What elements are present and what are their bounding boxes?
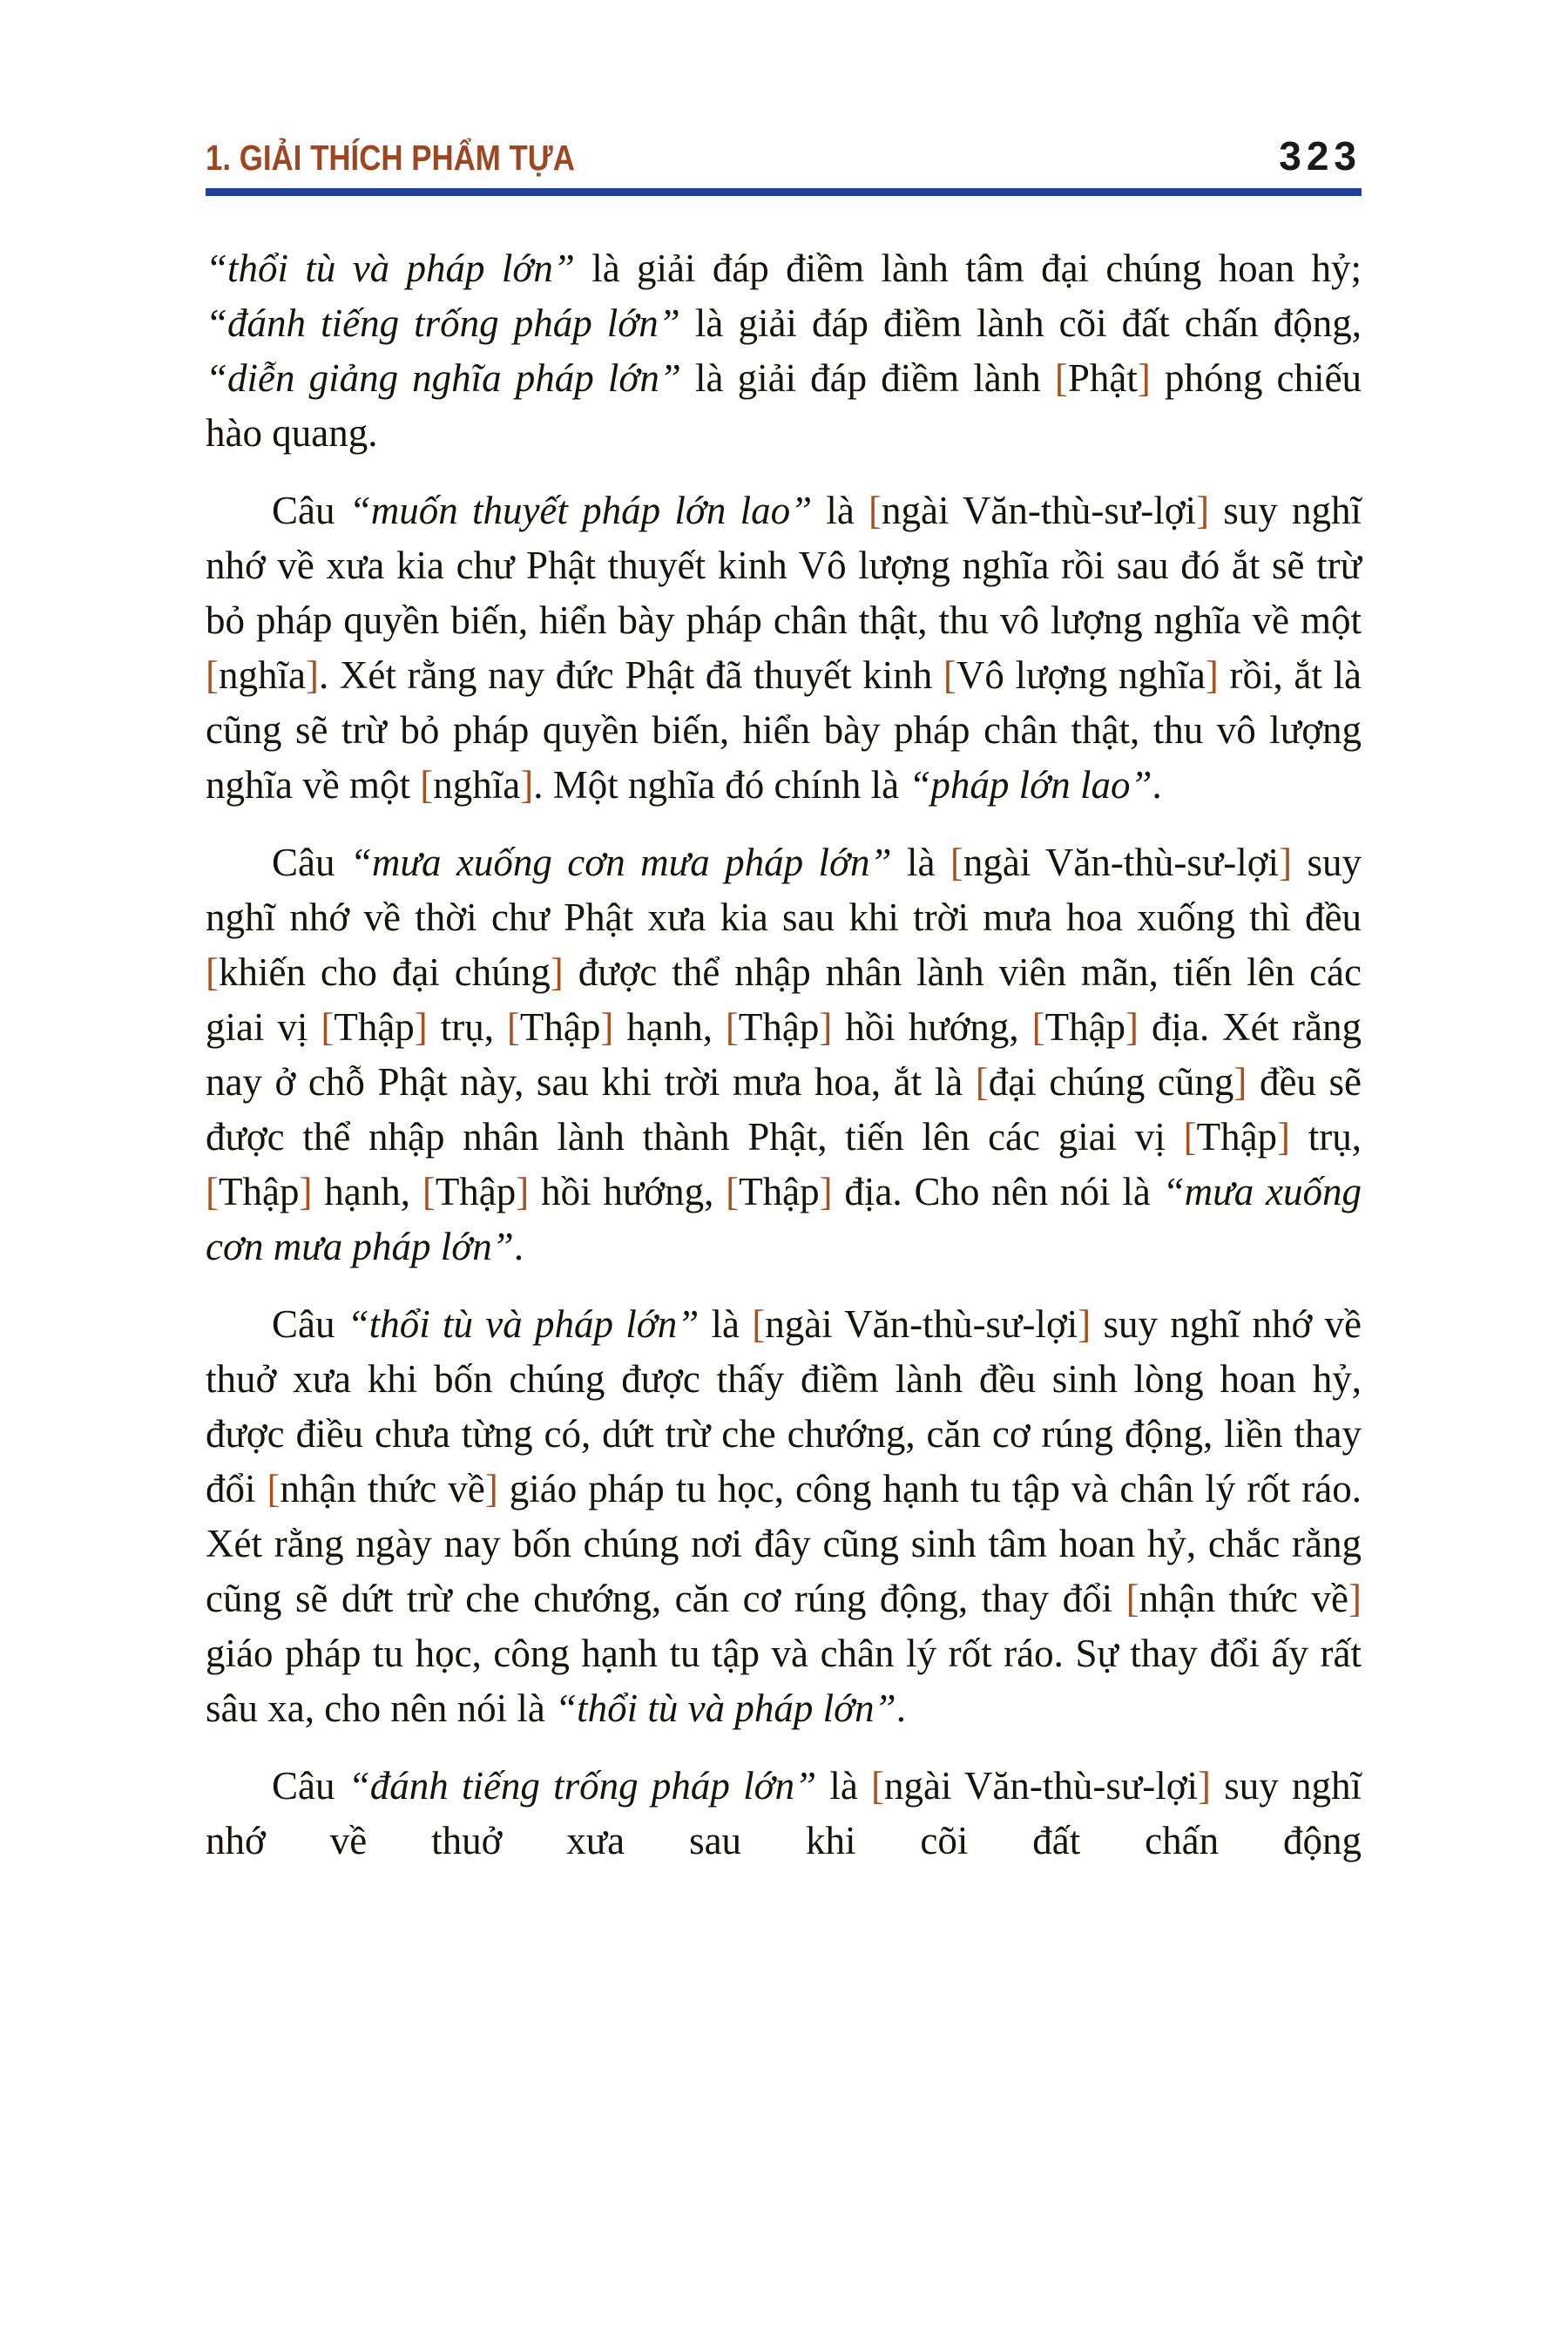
bracket-close: ] xyxy=(305,653,319,697)
text-run: là giải đáp điềm lành xyxy=(680,356,1055,400)
text-run: Câu xyxy=(272,489,349,532)
bracketed-gloss: [Thập] xyxy=(206,1170,313,1213)
bracketed-gloss: [Thập] xyxy=(506,1005,614,1049)
bracket-open: [ xyxy=(321,1005,335,1049)
text-run: Câu xyxy=(272,1302,348,1346)
page-content xyxy=(206,133,1362,1869)
bracket-open: [ xyxy=(725,1005,739,1049)
bracketed-gloss: [Thập] xyxy=(1031,1005,1139,1049)
text-run: được thể nhập nhân lành viên mãn, tiến lên các giai vị xyxy=(206,950,1362,1049)
bracket-open: [ xyxy=(1031,1005,1045,1049)
bracket-close: ] xyxy=(516,1170,530,1213)
text-run: . Một nghĩa đó chính là xyxy=(533,763,909,807)
bracketed-gloss: [khiến cho đại chúng] xyxy=(206,950,564,994)
text-run: giáo pháp tu học, công hạnh tu tập và chân lý rốt ráo. Sự thay đổi ấy rất sâu xa, cho nên nói là xyxy=(206,1632,1362,1730)
bracket-close: ] xyxy=(414,1005,428,1049)
bracket-close: ] xyxy=(1078,1302,1092,1346)
text-run: là giải đáp điềm lành cõi đất chấn động, xyxy=(679,301,1362,345)
text-run: suy nghĩ nhớ về thời chư Phật xưa kia sau khi trời mưa hoa xuống thì đều xyxy=(206,841,1362,939)
bracket-close: ] xyxy=(299,1170,313,1213)
bracketed-gloss: [ngài Văn-thù-sư-lợi] xyxy=(868,489,1210,532)
bracket-open: [ xyxy=(950,841,963,884)
bracketed-gloss: [Phật] xyxy=(1054,356,1151,400)
paragraph xyxy=(206,1297,1362,1736)
bracketed-gloss: [nhận thức về] xyxy=(267,1467,498,1511)
bracket-close: ] xyxy=(1137,356,1151,400)
italic-phrase: “đánh tiếng trống pháp lớn” xyxy=(206,301,680,345)
text-run: là xyxy=(891,841,950,884)
paragraph xyxy=(206,1759,1362,1869)
italic-phrase: “thổi tù và pháp lớn” xyxy=(206,247,575,290)
text-run: rồi, ắt là cũng sẽ trừ bỏ pháp quyền biến, hiển bày pháp chân thật, thu vô lượng nghĩa về một xyxy=(206,653,1362,807)
italic-phrase: “đánh tiếng trống pháp lớn” xyxy=(348,1764,817,1808)
bracketed-gloss: [ngài Văn-thù-sư-lợi] xyxy=(871,1764,1212,1808)
italic-phrase: “diễn giảng nghĩa pháp lớn” xyxy=(206,356,681,400)
bracketed-gloss: [Vô lượng nghĩa] xyxy=(943,653,1219,697)
bracket-open: [ xyxy=(1054,356,1068,400)
bracketed-gloss: [Thập] xyxy=(1183,1115,1291,1159)
bracketed-gloss: [nghĩa] xyxy=(420,763,534,807)
text-run: là xyxy=(816,1764,872,1808)
bracket-open: [ xyxy=(871,1764,885,1808)
italic-phrase: “thổi tù và pháp lớn” xyxy=(347,1302,700,1346)
text-run: là xyxy=(812,489,869,532)
bracket-open: [ xyxy=(420,763,434,807)
text-run: hồi hướng, xyxy=(529,1170,727,1213)
text-run: địa. Xét rằng nay ở chỗ Phật này, sau khi trời mưa hoa, ắt là xyxy=(206,1005,1362,1104)
bracket-open: [ xyxy=(1125,1577,1139,1620)
bracket-close: ] xyxy=(1348,1577,1362,1620)
bracket-open: [ xyxy=(868,489,882,532)
bracketed-gloss: [đại chúng cũng] xyxy=(975,1060,1247,1104)
bracketed-gloss: [ngài Văn-thù-sư-lợi] xyxy=(950,841,1293,884)
bracketed-gloss: [ngài Văn-thù-sư-lợi] xyxy=(752,1302,1092,1346)
text-run: . xyxy=(896,1686,906,1730)
bracket-close: ] xyxy=(1198,1764,1212,1808)
bracket-close: ] xyxy=(484,1467,498,1511)
paragraph xyxy=(206,835,1362,1274)
text-run: địa. Cho nên nói là xyxy=(832,1170,1163,1213)
text-run: trụ, xyxy=(427,1005,507,1049)
bracketed-gloss: [Thập] xyxy=(321,1005,428,1049)
bracket-close: ] xyxy=(1205,653,1219,697)
italic-phrase: “mưa xuống cơn mưa pháp lớn” xyxy=(349,841,892,884)
text-run: là giải đáp điềm lành tâm đại chúng hoan hỷ; xyxy=(574,247,1362,290)
bracket-open: [ xyxy=(206,950,219,994)
bracket-close: ] xyxy=(1196,489,1210,532)
bracket-open: [ xyxy=(975,1060,989,1104)
text-run: suy nghĩ nhớ về thuở xưa sau khi cõi đất chấn động xyxy=(206,1764,1362,1862)
bracketed-gloss: [Thập] xyxy=(726,1170,833,1213)
text-run: . xyxy=(1152,763,1162,807)
page-header xyxy=(206,133,1362,179)
bracket-close: ] xyxy=(819,1005,833,1049)
header-rule xyxy=(206,188,1362,196)
text-run: . Xét rằng nay đức Phật đã thuyết kinh xyxy=(318,653,943,697)
italic-phrase: “muốn thuyết pháp lớn lao” xyxy=(348,489,813,532)
text-run: suy nghĩ nhớ về xưa kia chư Phật thuyết kinh Vô lượng nghĩa rồi sau đó ắt sẽ trừ bỏ pháp quyền biến, hiển bày pháp chân thật, thu vô lượng nghĩa về một xyxy=(206,489,1362,642)
bracket-open: [ xyxy=(267,1467,280,1511)
text-run: đều sẽ được thể nhập nhân lành thành Phật, tiến lên các giai vị xyxy=(206,1060,1362,1159)
paragraph xyxy=(206,241,1362,461)
bracketed-gloss: [nhận thức về] xyxy=(1125,1577,1362,1620)
bracket-open: [ xyxy=(206,1170,219,1213)
text-run: . xyxy=(513,1225,524,1268)
text-run: hạnh, xyxy=(312,1170,422,1213)
italic-phrase: “pháp lớn lao” xyxy=(909,763,1152,807)
bracket-open: [ xyxy=(752,1302,766,1346)
text-run: Câu xyxy=(272,841,350,884)
bracket-close: ] xyxy=(819,1170,833,1213)
bracket-close: ] xyxy=(520,763,534,807)
italic-phrase: “mưa xuống cơn mưa pháp lớn” xyxy=(206,1170,1362,1268)
bracket-open: [ xyxy=(422,1170,436,1213)
text-block xyxy=(206,241,1362,1869)
text-run: giáo pháp tu học, công hạnh tu tập và chân lý rốt ráo. Xét rằng ngày nay bốn chúng nơi đây cũng sinh tâm hoan hỷ, chắc rằng cũng sẽ dứt trừ che chướng, căn cơ rúng động, thay đổi xyxy=(206,1467,1362,1620)
bracket-close: ] xyxy=(1233,1060,1247,1104)
text-run: trụ, xyxy=(1290,1115,1362,1159)
bracket-close: ] xyxy=(550,950,564,994)
bracket-close: ] xyxy=(1277,1115,1291,1159)
text-run: Câu xyxy=(272,1764,348,1808)
bracketed-gloss: [Thập] xyxy=(422,1170,530,1213)
bracket-open: [ xyxy=(1183,1115,1197,1159)
text-run: là xyxy=(699,1302,753,1346)
running-head: 1. GIẢI THÍCH PHẨM TỰA xyxy=(206,138,575,178)
paragraph xyxy=(206,483,1362,813)
bracket-close: ] xyxy=(1125,1005,1139,1049)
bracket-open: [ xyxy=(206,653,219,697)
text-run: phóng chiếu hào quang. xyxy=(206,356,1362,455)
bracket-open: [ xyxy=(726,1170,740,1213)
text-run: suy nghĩ nhớ về thuở xưa khi bốn chúng được thấy điềm lành đều sinh lòng hoan hỷ, được điều chưa từng có, dứt trừ che chướng, căn cơ rúng động, liền thay đổi xyxy=(206,1302,1362,1511)
page-number: 323 xyxy=(1279,133,1362,179)
text-run: hồi hướng, xyxy=(832,1005,1032,1049)
italic-phrase: “thổi tù và pháp lớn” xyxy=(555,1686,896,1730)
bracket-open: [ xyxy=(506,1005,520,1049)
text-run: hạnh, xyxy=(613,1005,726,1049)
bracketed-gloss: [Thập] xyxy=(725,1005,833,1049)
bracket-close: ] xyxy=(1279,841,1293,884)
bracket-open: [ xyxy=(943,653,956,697)
bracket-close: ] xyxy=(600,1005,614,1049)
bracketed-gloss: [nghĩa] xyxy=(206,653,319,697)
